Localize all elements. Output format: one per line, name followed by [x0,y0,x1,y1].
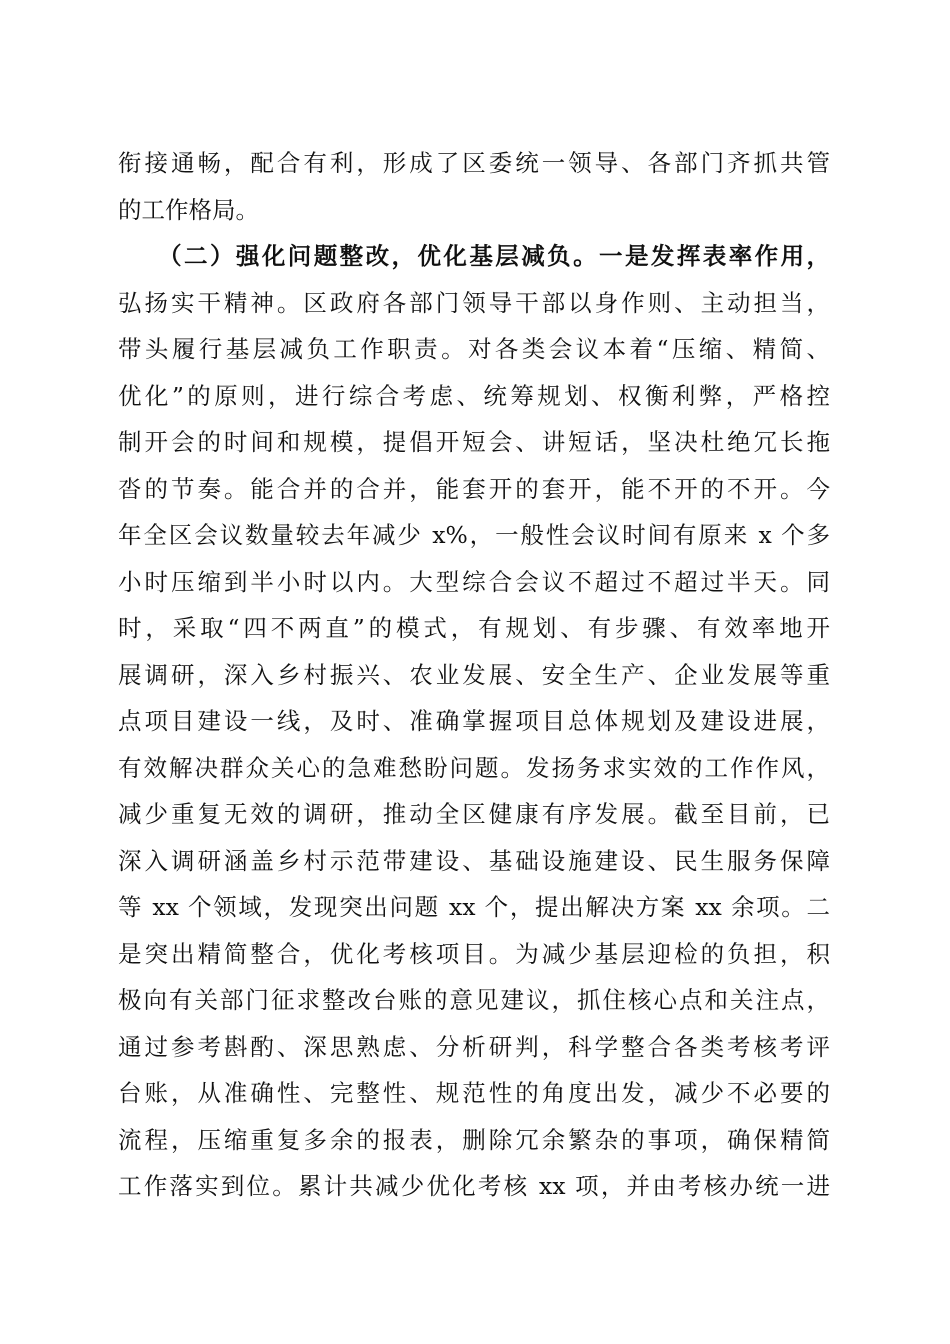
text-line: 通过参考斟酌、深思熟虑、分析研判，科学整合各类考核考评 [118,1032,830,1061]
text-line: 时，采取“四不两直”的模式，有规划、有步骤、有效率地开 [118,614,830,642]
text-line: 优化”的原则，进行综合考虑、统筹规划、权衡利弊，严格控 [118,381,830,410]
text-line: 展调研，深入乡村振兴、农业发展、安全生产、企业发展等重 [118,660,830,689]
text-line: 是突出精简整合，优化考核项目。为减少基层迎检的负担，积 [118,939,830,968]
text-line: 有效解决群众关心的急难愁盼问题。发扬务求实效的工作作风， [118,753,830,782]
text-line: 沓的节奏。能合并的合并，能套开的套开，能不开的不开。今 [118,474,830,503]
text-line: 衔接通畅，配合有利，形成了区委统一领导、各部门齐抓共管 [118,149,830,177]
text-line: 流程，压缩重复多余的报表，删除冗余繁杂的事项，确保精简 [118,1125,830,1154]
text-line: 弘扬实干精神。区政府各部门领导干部以身作则、主动担当， [118,288,830,317]
text-line: 小时压缩到半小时以内。大型综合会议不超过不超过半天。同 [118,567,830,596]
text-line: 点项目建设一线，及时、准确掌握项目总体规划及建设进展， [118,707,830,735]
text-line: 深入调研涵盖乡村示范带建设、基础设施建设、民生服务保障 [118,846,830,875]
text-line: 台账，从准确性、完整性、规范性的角度出发，减少不必要的 [118,1079,830,1107]
text-line: 等 xx 个领域，发现突出问题 xx 个，提出解决方案 xx 余项。二 [118,893,830,921]
body-text [118,140,830,1210]
section-heading-line: （二）强化问题整改，优化基层减负。一是发挥表率作用， [118,242,830,270]
text-line: 的工作格局。 [118,195,259,224]
text-line: 减少重复无效的调研，推动全区健康有序发展。截至目前，已 [118,800,830,828]
text-line: 工作落实到位。累计共减少优化考核 xx 项，并由考核办统一进 [118,1172,830,1200]
text-line: 年全区会议数量较去年减少 x%，一般性会议时间有原来 x 个多 [118,521,830,549]
text-line: 制开会的时间和规模，提倡开短会、讲短话，坚决杜绝冗长拖 [118,428,830,456]
text-line: 极向有关部门征求整改台账的意见建议，抓住核心点和关注点， [118,986,830,1014]
text-line: 带头履行基层减负工作职责。对各类会议本着“压缩、精简、 [118,335,830,363]
